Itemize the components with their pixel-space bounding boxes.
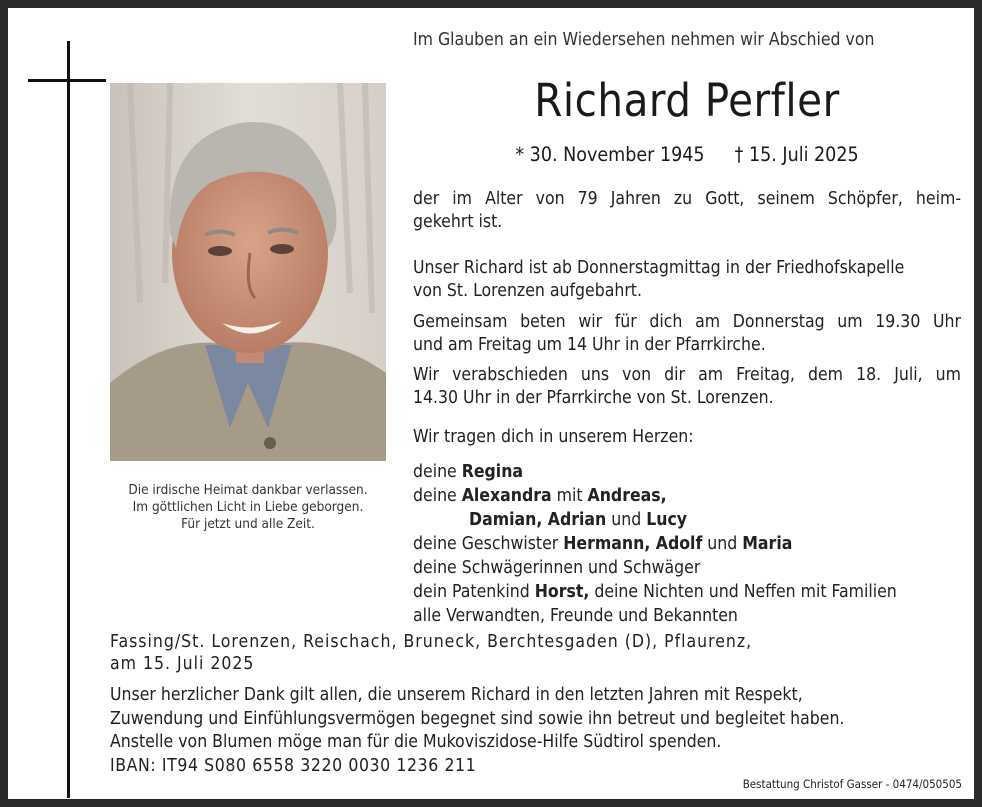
paragraph-line: Gemeinsam beten wir für dich am Donnerstag um 19.30 Uhr bbox=[413, 312, 961, 332]
life-dates bbox=[413, 143, 961, 166]
photo-caption bbox=[110, 482, 386, 533]
paragraph-line: Unser Richard ist ab Donnerstagmittag in der Friedhofskapelle bbox=[413, 258, 905, 278]
intro-line: Im Glauben an ein Wiedersehen nehmen wir Abschied von bbox=[413, 30, 875, 50]
survivor-line: deine Schwägerinnen und Schwäger bbox=[413, 558, 701, 578]
thanks-line: Unser herzlicher Dank gilt allen, die unserem Richard in den letzten Jahren mit Respekt, bbox=[110, 685, 803, 705]
paragraph-line: 14.30 Uhr in der Pfarrkirche von St. Lorenzen. bbox=[413, 387, 774, 408]
paragraph-line: und am Freitag um 14 Uhr in der Pfarrkirche. bbox=[413, 334, 766, 355]
portrait-photo bbox=[110, 83, 386, 461]
survivor-name: Regina bbox=[461, 462, 524, 482]
survivor-line: alle Verwandten, Freunde und Bekannten bbox=[413, 606, 738, 626]
paragraph-line: Wir verabschieden uns von dir am Freitag, dem 18. Juli, um bbox=[413, 365, 961, 385]
survivor-line: deine Alexandra mit Andreas, bbox=[413, 486, 667, 506]
survivor-name: Horst, bbox=[534, 582, 590, 602]
survivor-line: deine Regina bbox=[413, 462, 524, 482]
deceased-name: Richard Perfler bbox=[534, 74, 840, 127]
survivor-name: Alexandra bbox=[461, 486, 552, 506]
iban-line: IBAN: IT94 S080 6558 3220 0030 1236 211 bbox=[110, 755, 477, 776]
paragraph-prayer bbox=[413, 311, 961, 356]
place-and-date bbox=[110, 631, 961, 675]
survivor-name: Maria bbox=[742, 534, 793, 554]
donation-line: Anstelle von Blumen möge man für die Mukoviszidose-Hilfe Südtirol spenden. bbox=[110, 732, 722, 752]
survivor-name: Hermann, Adolf bbox=[563, 534, 703, 554]
survivor-name: Andreas, bbox=[587, 486, 667, 506]
place-line: Fassing/St. Lorenzen, Reischach, Bruneck, Berchtesgaden (D), Pflaurenz, bbox=[110, 632, 753, 652]
paragraph-line: gekehrt ist. bbox=[413, 211, 503, 232]
caption-line: Im göttlichen Licht in Liebe geborgen. bbox=[132, 499, 364, 515]
paragraph-age bbox=[413, 188, 961, 233]
thanks-line: Zuwendung und Einfühlungsvermögen begegnet sind sowie ihn betreut und begleitet haben. bbox=[110, 708, 845, 729]
obituary-card bbox=[8, 8, 974, 799]
survivors-list bbox=[413, 460, 897, 628]
funeral-home-credit: Bestattung Christof Gasser - 0474/050505 bbox=[742, 777, 962, 791]
thanks-paragraph bbox=[110, 684, 961, 778]
birth-date: * 30. November 1945 bbox=[515, 143, 705, 166]
paragraph-line: von St. Lorenzen aufgebahrt. bbox=[413, 280, 642, 301]
survivor-name: Damian, Adrian bbox=[469, 510, 607, 530]
survivor-line: Damian, Adrian und Lucy bbox=[469, 510, 688, 530]
cross-icon bbox=[67, 41, 70, 798]
caption-line: Die irdische Heimat dankbar verlassen. bbox=[128, 482, 368, 498]
paragraph-funeral bbox=[413, 364, 961, 409]
survivor-line: dein Patenkind Horst, deine Nichten und Neffen mit Familien bbox=[413, 582, 897, 602]
cross-icon-bar bbox=[28, 79, 106, 82]
death-date: † 15. Juli 2025 bbox=[734, 143, 859, 166]
survivor-line: deine Geschwister Hermann, Adolf und Maria bbox=[413, 534, 793, 554]
date-line: am 15. Juli 2025 bbox=[110, 654, 255, 674]
paragraph-line: der im Alter von 79 Jahren zu Gott, seinem Schöpfer, heim- bbox=[413, 189, 961, 209]
paragraph-viewing bbox=[413, 257, 961, 302]
caption-line: Für jetzt und alle Zeit. bbox=[181, 516, 315, 532]
survivor-name: Lucy bbox=[646, 510, 688, 530]
survivors-heading: Wir tragen dich in unserem Herzen: bbox=[413, 427, 694, 447]
